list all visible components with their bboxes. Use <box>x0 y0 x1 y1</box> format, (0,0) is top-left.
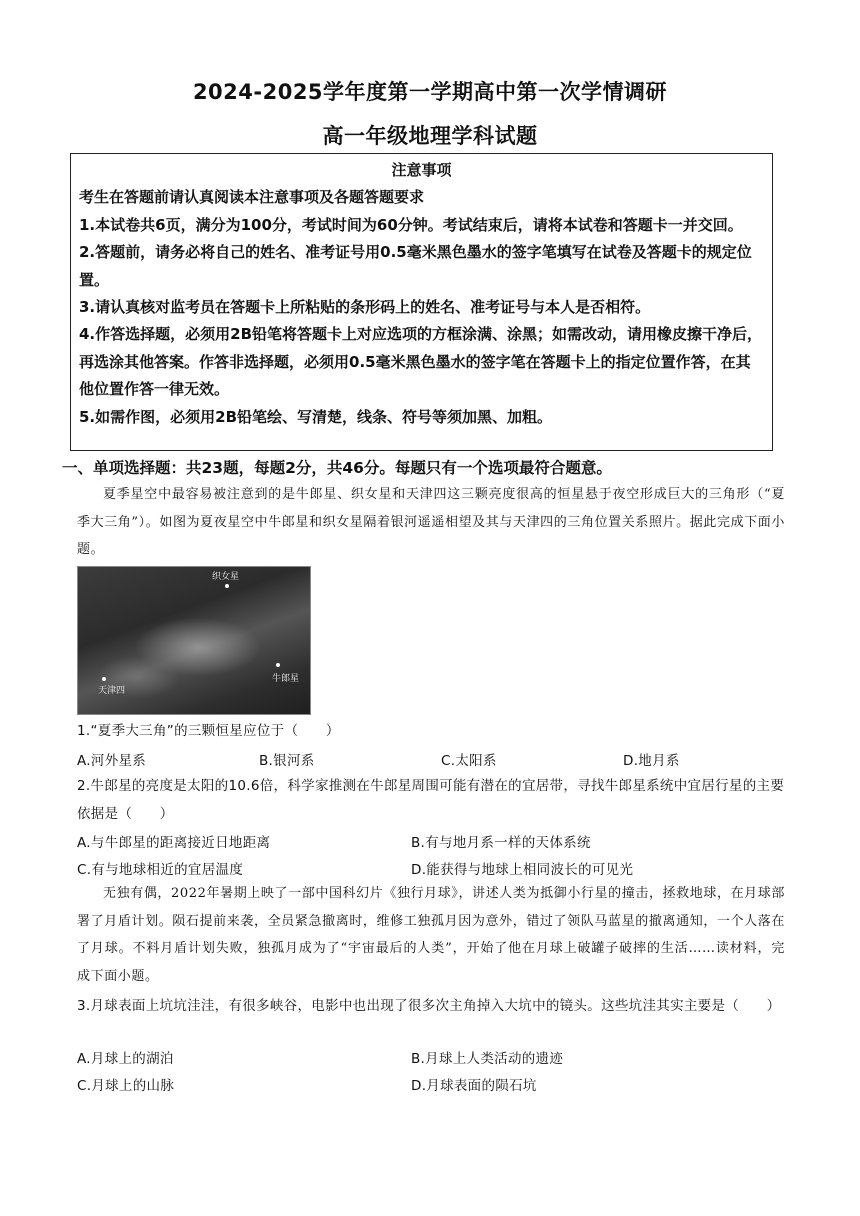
notice-line: 2.答题前，请务必将自己的姓名、准考证号用0.5毫米黑色墨水的签字笔填写在试卷及答题卡的规定位置。 <box>79 243 752 289</box>
deneb-label: 天津四 <box>98 686 126 696</box>
q1-option-a[interactable]: A.河外星系 <box>77 753 147 769</box>
notice-box <box>70 153 773 451</box>
passage-2: 无独有偶，2022年暑期上映了一部中国科幻片《独行月球》，讲述人类为抵御小行星的撞击，拯救地球，在月球部署了月盾计划。陨石提前来袭，全员紧急撤离时，维修工独孤月因为意外，错过了领队马蓝星的撤离通知，一个人落在了月球。不料月盾计划失败，独孤月成为了“宇宙最后的人类”，开始了他在月球上破罐子破摔的生活……读材料，完成下面小题。 <box>77 886 785 984</box>
q1-option-b[interactable]: B.银河系 <box>259 753 315 769</box>
notice-line: 5.如需作图，必须用2B铅笔绘、写清楚，线条、符号等须加黑、加粗。 <box>79 407 553 426</box>
q3-option-c[interactable]: C.月球上的山脉 <box>77 1078 175 1094</box>
notice-line: 3.请认真核对监考员在答题卡上所粘贴的条形码上的姓名、准考证号与本人是否相符。 <box>79 298 651 317</box>
q2-option-c[interactable]: C.有与地球相近的宜居温度 <box>77 862 244 878</box>
notice-heading: 注意事项 <box>391 161 452 179</box>
q3-option-d[interactable]: D.月球表面的陨石坑 <box>411 1078 537 1094</box>
exam-subtitle: 高一年级地理学科试题 <box>322 124 538 148</box>
q2-option-b[interactable]: B.有与地月系一样的天体系统 <box>411 835 591 851</box>
q1-option-d[interactable]: D.地月系 <box>623 753 680 769</box>
question-1-stem: 1.“夏季大三角”的三颗恒星应位于（ ） <box>77 723 340 739</box>
q3-option-a[interactable]: A.月球上的湖泊 <box>77 1051 174 1067</box>
q1-option-c[interactable]: C.太阳系 <box>441 753 497 769</box>
section-heading: 一、单项选择题：共23题，每题2分，共46分。每题只有一个选项最符合题意。 <box>62 459 612 477</box>
notice-line: 考生在答题前请认真阅读本注意事项及各题答题要求 <box>79 188 425 207</box>
altair-label: 牛郎星 <box>272 674 300 684</box>
altair-star-icon <box>276 663 280 667</box>
q2-option-a[interactable]: A.与牛郎星的距离接近日地距离 <box>77 835 271 851</box>
star-photo <box>77 566 311 715</box>
question-3-stem: 3.月球表面上坑坑洼洼，有很多峡谷，电影中也出现了很多次主角掉入大坑中的镜头。这些坑洼其实主要是（ ） <box>77 998 781 1014</box>
notice-line: 1.本试卷共6页，满分为100分，考试时间为60分钟。考试结束后，请将本试卷和答题卡一并交回。 <box>79 215 743 234</box>
notice-line: 4.作答选择题，必须用2B铅笔将答题卡上对应选项的方框涂满、涂黑；如需改动，请用橡皮擦干净后，再选涂其他答案。作答非选择题，必须用0.5毫米黑色墨水的签字笔在答题卡上的指定位置作答，在其他位置作答一律无效。 <box>79 325 763 399</box>
question-2-stem: 2.牛郎星的亮度是太阳的10.6倍，科学家推测在牛郎星周围可能有潜在的宜居带，寻找牛郎星系统中宜居行星的主要依据是（ ） <box>77 778 785 822</box>
vega-label: 织女星 <box>212 572 240 582</box>
exam-title: 2024-2025学年度第一学期高中第一次学情调研 <box>192 80 668 104</box>
q3-option-b[interactable]: B.月球上人类活动的遗迹 <box>411 1051 564 1067</box>
passage-1: 夏季星空中最容易被注意到的是牛郎星、织女星和天津四这三颗亮度很高的恒星悬于夜空形成巨大的三角形（“夏季大三角”）。如图为夏夜星空中牛郎星和织女星隔着银河遥遥相望及其与天津四的三角位置关系照片。据此完成下面小题。 <box>77 487 785 557</box>
deneb-star-icon <box>102 677 106 681</box>
vega-star-icon <box>225 584 229 588</box>
q2-option-d[interactable]: D.能获得与地球上相同波长的可见光 <box>411 862 634 878</box>
